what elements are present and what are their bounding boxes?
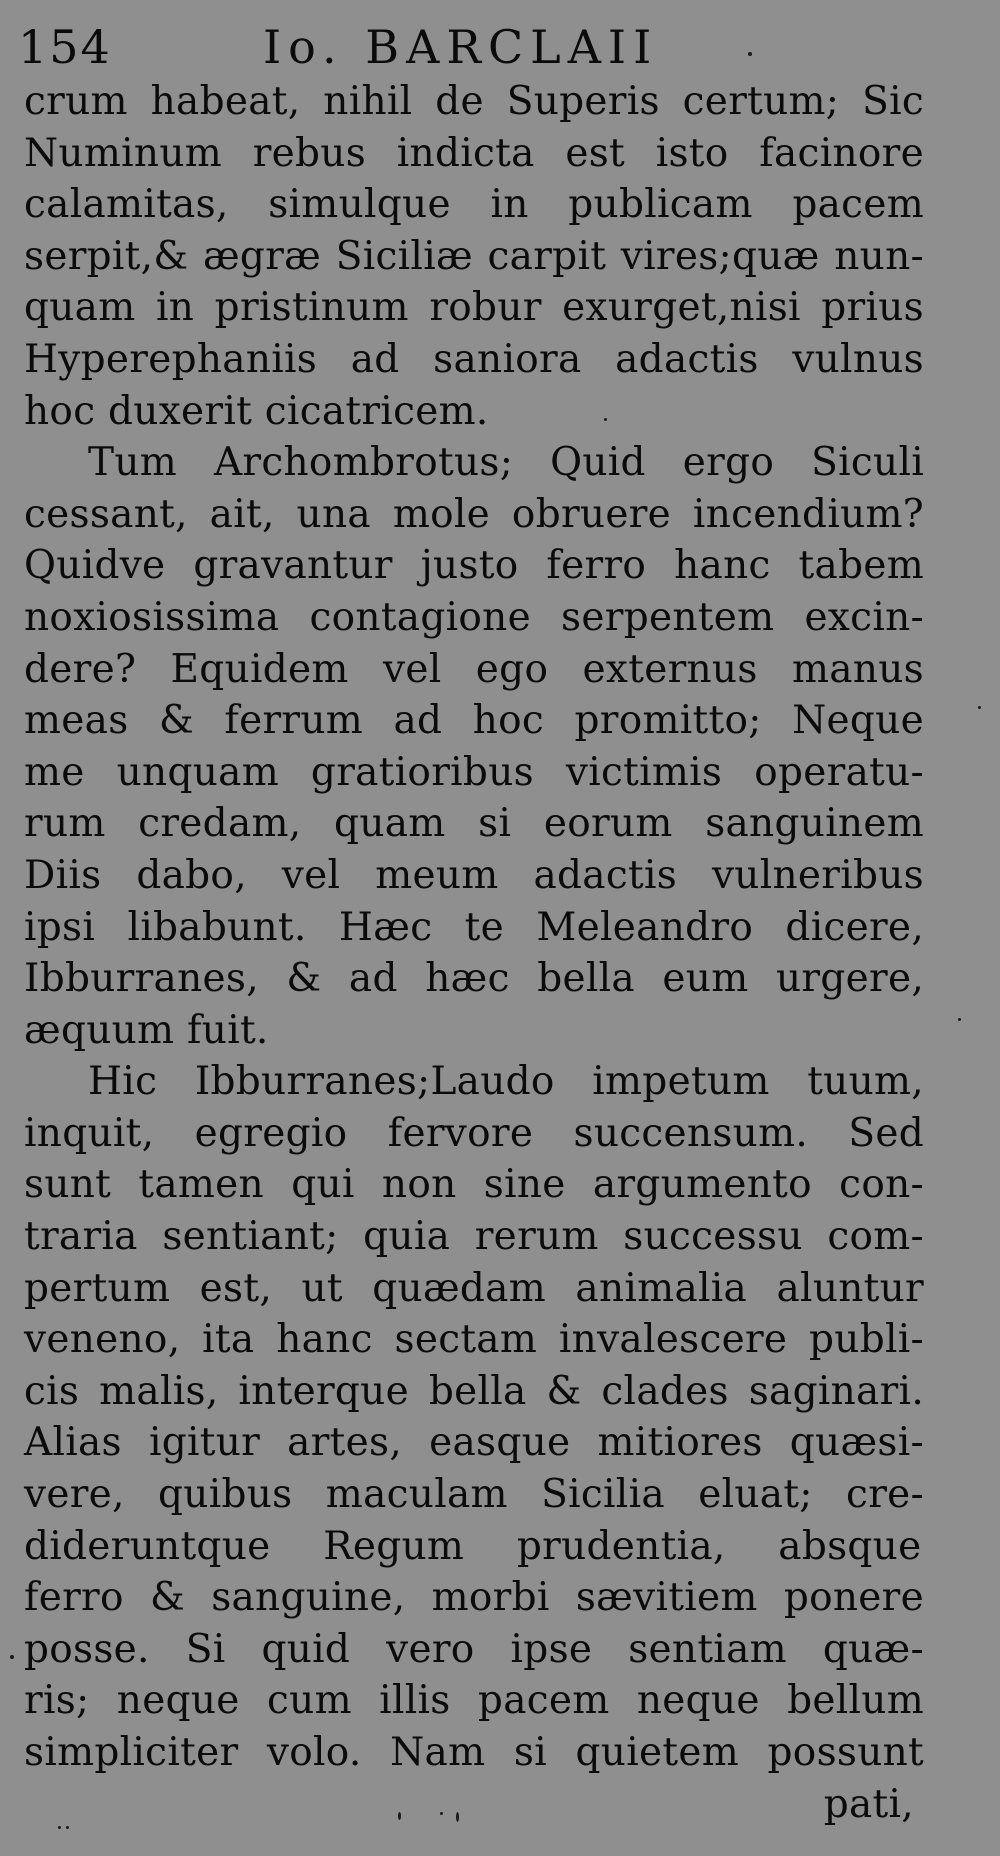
running-head: Io. BARCLAII	[263, 20, 659, 74]
text-line: Alias igitur artes, easque mitiores quæsi-	[24, 1420, 924, 1466]
text-line: ferro & sanguine, morbi sævitiem ponere	[24, 1575, 925, 1621]
ink-speck	[58, 1826, 61, 1829]
text-line: vere, quibus maculam Sicilia eluat; cre-	[24, 1472, 925, 1518]
text-line: ipsi libabunt. Hæc te Meleandro dicere,	[24, 904, 925, 950]
ink-speck	[10, 1655, 14, 1659]
page-header	[18, 16, 982, 78]
ink-speck	[748, 52, 752, 56]
catchword: pati,	[823, 1781, 914, 1827]
text-line: traria sentiant; quia rerum successu com-	[24, 1214, 925, 1260]
text-line: serpit,& ægræ Siciliæ carpit vires;quæ nun-	[24, 233, 924, 279]
text-line: calamitas, simulque in publicam pacem	[24, 182, 924, 228]
text-line: dideruntque Regum prudentia, absque	[24, 1523, 922, 1569]
text-line: cis malis, interque bella & clades saginari.	[24, 1368, 925, 1414]
text-line: posse. Si quid vero ipse sentiam quæ-	[24, 1626, 924, 1672]
text-line: me unquam gratioribus victimis operatu-	[24, 749, 924, 795]
text-line: Hic Ibburranes;Laudo impetum tuum,	[88, 1059, 925, 1105]
text-line: Quidve gravantur justo ferro hanc tabem	[24, 543, 925, 589]
ink-speck	[456, 1812, 459, 1822]
text-line: inquit, egregio fervore succensum. Sed	[24, 1110, 925, 1156]
text-line: hoc duxerit cicatricem.	[24, 388, 489, 434]
ink-speck	[978, 706, 981, 709]
body-text	[24, 76, 924, 1830]
text-line: Numinum rebus indicta est isto facinore	[24, 130, 924, 176]
ink-speck	[398, 1812, 401, 1820]
text-line: pertum est, ut quædam animalia aluntur	[24, 1265, 925, 1311]
ink-speck	[958, 1018, 961, 1021]
ink-speck	[440, 1812, 443, 1815]
text-line: simpliciter volo. Nam si quietem possunt	[24, 1730, 924, 1775]
ink-speck	[66, 1826, 69, 1829]
text-line: cessant, ait, una mole obruere incendium?	[24, 491, 925, 537]
text-line: Ibburranes, & ad hæc bella eum urgere,	[24, 956, 925, 1002]
text-line: Hyperephaniis ad saniora adactis vulnus	[24, 336, 924, 382]
text-line: quam in pristinum robur exurget,nisi prius	[24, 285, 924, 331]
ink-speck	[604, 418, 607, 421]
text-line: ris; neque cum illis pacem neque bellum	[24, 1678, 924, 1724]
text-line: Tum Archombrotus; Quid ergo Siculi	[88, 440, 924, 486]
text-line: sunt tamen qui non sine argumento con-	[24, 1162, 924, 1208]
text-line: Diis dabo, vel meum adactis vulneribus	[24, 852, 924, 898]
text-line: veneno, ita hanc sectam invalescere publi-	[24, 1317, 925, 1363]
text-line: noxiosissima contagione serpentem excin-	[24, 594, 924, 640]
text-line: rum credam, quam si eorum sanguinem	[24, 801, 925, 847]
page-number: 154	[18, 20, 112, 74]
text-line: crum habeat, nihil de Superis certum; Sic	[24, 79, 925, 124]
text-line: æquum fuit.	[24, 1007, 269, 1053]
text-line: dere? Equidem vel ego externus manus	[24, 646, 924, 692]
text-line: meas & ferrum ad hoc promitto; Neque	[24, 698, 924, 744]
